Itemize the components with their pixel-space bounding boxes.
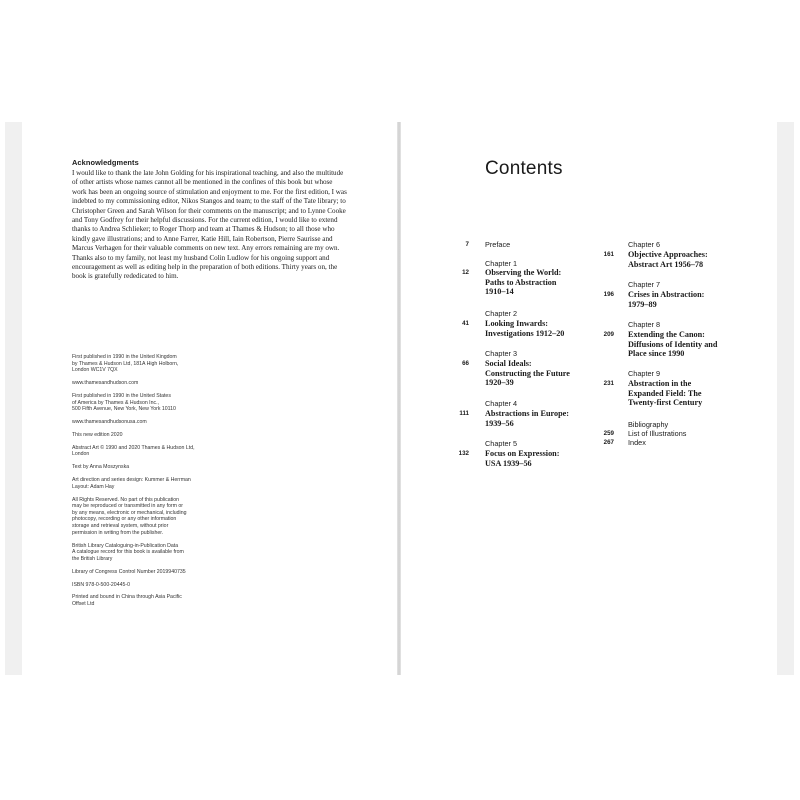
chapter-title: Social Ideals: Constructing the Future 1920–39 [485,359,570,388]
chapter-label: Chapter 7 [628,280,661,289]
imprint-paragraph: Art direction and series design: Kummer & Herrman Layout: Adam Hay [72,477,191,490]
chapter-label: Chapter 3 [485,349,518,358]
chapter-title: Looking Inwards: Investigations 1912–20 [485,319,565,338]
chapter-label: Chapter 4 [485,399,518,408]
imprint-paragraph: All Rights Reserved. No part of this publication may be reproduced or transmitted in any form or by any means, electronic or mechanical, including photocopy, recording or any other information storage and retrieval system, without prior permission in writing from the publisher. [72,496,187,536]
imprint-paragraph: Abstract Art © 1990 and 2020 Thames & Hudson Ltd, London [72,444,195,458]
acknowledgments-heading: Acknowledgments [72,158,139,167]
toc-page-number: 231 [603,380,614,387]
toc-entry-list-of-illustrations: List of Illustrations [628,429,687,438]
imprint-block [72,354,247,614]
chapter-title: Crises in Abstraction: 1979–89 [628,290,705,309]
chapter-label: Chapter 8 [628,320,661,329]
chapter-label: Chapter 9 [628,369,661,378]
chapter-title: Extending the Canon: Diffusions of Identity and Place since 1990 [628,330,718,359]
contents-heading: Contents [485,158,563,179]
toc-page-number: 267 [603,439,614,446]
toc-page-number: 7 [465,241,469,248]
chapter-title: Abstractions in Europe: 1939–56 [485,409,570,428]
toc-page-number: 12 [462,269,469,276]
imprint-paragraph: First published in 1990 in the United States of America by Thames & Hudson Inc., 500 Fifth Avenue, New York, New York 10110 [72,392,176,413]
imprint-paragraph: This new edition 2020 [72,431,123,438]
toc-entry-index: Index [628,438,646,447]
left-page [22,122,397,675]
right-page [401,122,777,675]
toc-page-number: 41 [462,320,469,327]
imprint-paragraph: www.thamesandhudsonusa.com [72,419,147,426]
chapter-label: Chapter 5 [485,439,518,448]
chapter-title: Observing the World: Paths to Abstraction 1910–14 [485,268,562,297]
toc-entry-preface: Preface [485,240,511,249]
chapter-label: Chapter 6 [628,240,661,249]
toc-entry-bibliography: Bibliography [628,420,669,429]
imprint-paragraph: www.thamesandhudson.com [72,380,139,387]
imprint-paragraph: Library of Congress Control Number 2019940735 [72,568,186,575]
imprint-paragraph: Printed and bound in China through Asia Pacific Offset Ltd [72,594,182,607]
toc-page-number: 111 [459,410,469,417]
chapter-label: Chapter 1 [485,259,518,268]
chapter-title: Focus on Expression: USA 1939–56 [485,449,560,468]
chapter-title: Objective Approaches: Abstract Art 1956–78 [628,250,708,269]
toc-page-number: 132 [458,450,469,457]
imprint-paragraph: Text by Anna Moszynska [72,464,130,471]
acknowledgments-text: I would like to thank the late John Golding for his inspirational teaching, and also the multitude of other artists whose names cannot all be mentioned in the confines of this book but whose work has been an ongoing source of stimulation and enjoyment to me. For the first edition, I was indebted to my commissioning editor, Nikos Stangos and team; to the staff of the Tate library; to Christopher Green and Sarah Wilson for their comments on the manuscript; and to Lynne Cooke and Tony Godfrey for their helpful discussions. For the current edition, I would like to extend thanks to Andrea Schlieker; to Roger Thorp and team at Thames & Hudson; to all those who kindly gave illustrations; and to Anne Farrer, Katie Hill, Iain Robertson, Pierre Saurisse and Marcus Verhagen for their valuable comments on new text. Any errors remaining are my own. Thanks also to my family, not least my husband Colin Ludlow for his ongoing support and encouragement as well as editing help in the preparation of both editions. Thirty years on, the book is gratefully rededicated to him. [72,169,347,281]
book-spread [5,122,794,675]
toc-page-number: 209 [603,331,614,338]
toc-page-number: 66 [462,360,469,367]
chapter-label: Chapter 2 [485,309,518,318]
imprint-paragraph: ISBN 978-0-500-20445-0 [72,581,130,588]
chapter-title: Abstraction in the Expanded Field: The Twenty-first Century [628,379,703,408]
toc-page-number: 259 [603,430,614,437]
toc-page-number: 161 [603,251,614,258]
toc-page-number: 196 [603,291,614,298]
imprint-paragraph: British Library Cataloguing-in-Publication Data A catalogue record for this book is available from the British Library [72,542,184,562]
imprint-paragraph: First published in 1990 in the United Kingdom by Thames & Hudson Ltd, 181A High Holborn, London WC1V 7QX [72,354,179,374]
